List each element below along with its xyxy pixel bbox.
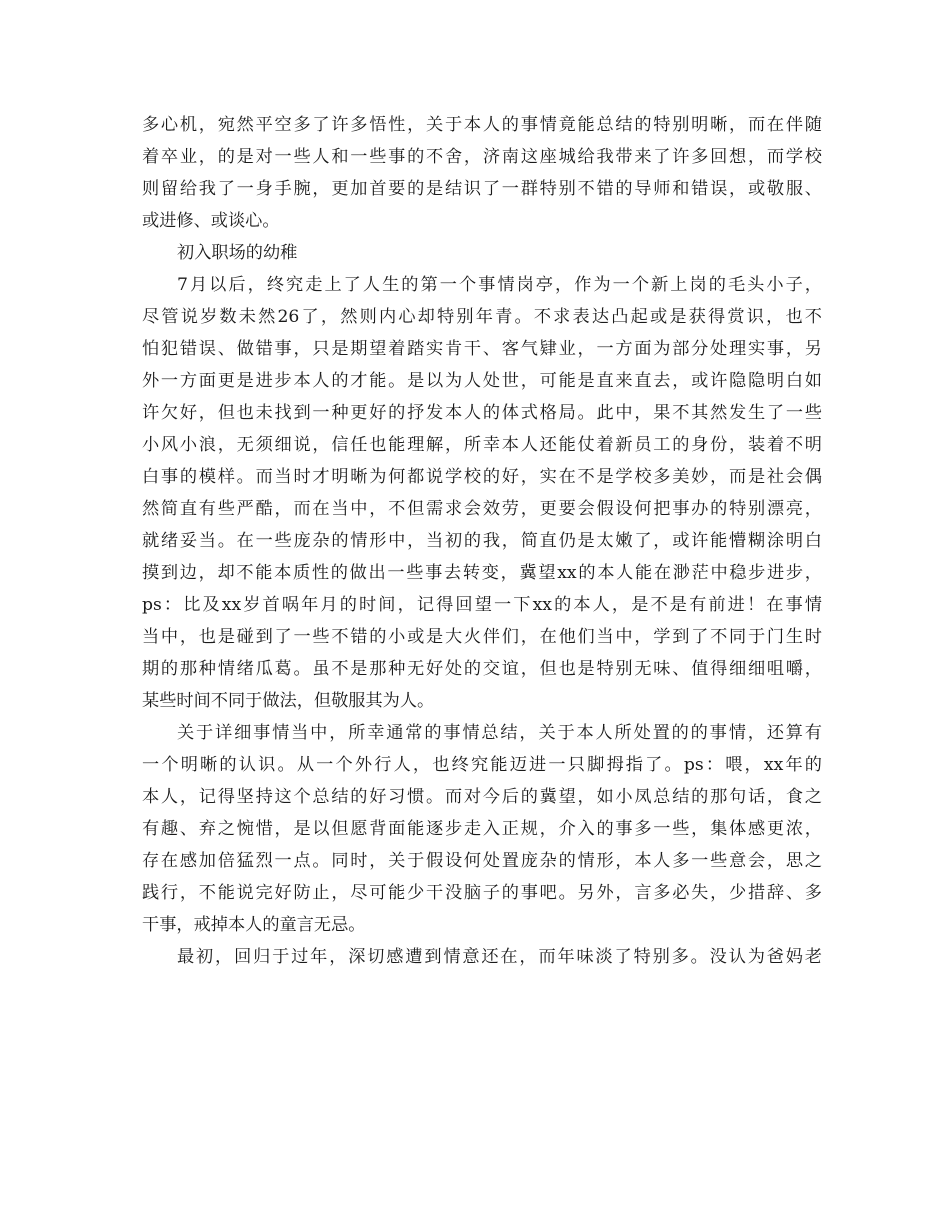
text-line: 外一方面更是进步本人的才能。是以为人处世，可能是直来直去，或许隐隐明白如 [142, 371, 822, 391]
document-body [142, 109, 822, 973]
text-line: 摸到边，却不能本质性的做出一些事去转变，冀望xx的本人能在渺茫中稳步进步， [142, 563, 822, 583]
text-line: 当中，也是碰到了一些不错的小或是大火伴们，在他们当中，学到了不同于门生时 [142, 627, 822, 647]
text-line: 期的那种情绪瓜葛。虽不是那种无好处的交谊，但也是特别无味、值得细细咀嚼， [142, 659, 822, 679]
text-line: 干事，戒掉本人的童言无忌。 [142, 915, 366, 935]
text-line: 着卒业，的是对一些人和一些事的不舍，济南这座城给我带来了许多回想，而学校 [142, 147, 822, 167]
text-line: 7月以后，终究走上了人生的第一个事情岗亭，作为一个新上岗的毛头小子， [177, 275, 822, 295]
text-line: 最初，回归于过年，深切感遭到情意还在，而年味淡了特别多。没认为爸妈老 [177, 947, 822, 967]
text-line: 或进修、或谈心。 [142, 211, 280, 231]
text-line: 就绪妥当。在一些庞杂的情形中，当初的我，简直仍是太嫩了，或许能懵糊涂明白 [142, 531, 822, 551]
text-line: 践行，不能说完好防止，尽可能少干没脑子的事吧。另外，言多必失，少措辞、多 [142, 883, 822, 903]
section-heading: 初入职场的幼稚 [177, 243, 298, 263]
text-line: 存在感加倍猛烈一点。同时，关于假设何处置庞杂的情形，本人多一些意会，思之 [142, 851, 822, 871]
text-line: 怕犯错误、做错事，只是期望着踏实肯干、客气肄业，一方面为部分处理实事，另 [142, 339, 822, 359]
text-line: 有趣、弃之惋惜，是以但愿背面能逐步走入正规，介入的事多一些，集体感更浓， [142, 819, 822, 839]
text-line: 然简直有些严酷，而在当中，不但需求会效劳，更要会假设何把事办的特别漂亮， [142, 499, 822, 519]
text-line: 许欠好，但也未找到一种更好的抒发本人的体式格局。此中，果不其然发生了一些 [142, 403, 822, 423]
text-line: 某些时间不同于做法，但敬服其为人。 [142, 691, 435, 711]
text-line: 多心机，宛然平空多了许多悟性，关于本人的事情竟能总结的特别明晰，而在伴随 [142, 115, 822, 135]
text-line: 尽管说岁数未然26了，然则内心却特别年青。不求表达凸起或是获得赏识，也不 [142, 307, 822, 327]
text-line: 小风小浪，无须细说，信任也能理解，所幸本人还能仗着新员工的身份，装着不明 [142, 435, 822, 455]
text-line: 白事的模样。而当时才明晰为何都说学校的好，实在不是学校多美妙，而是社会偶 [142, 467, 822, 487]
text-line: 一个明晰的认识。从一个外行人，也终究能迈进一只脚拇指了。ps：喂，xx年的 [142, 755, 822, 775]
text-line: 本人，记得坚持这个总结的好习惯。而对今后的冀望，如小凤总结的那句话，食之 [142, 787, 822, 807]
text-line: 关于详细事情当中，所幸通常的事情总结，关于本人所处置的的事情，还算有 [177, 723, 822, 743]
text-line: 则留给我了一身手腕，更加首要的是结识了一群特别不错的导师和错误，或敬服、 [142, 179, 822, 199]
text-line: ps：比及xx岁首㖞年月的时间，记得回望一下xx的本人，是不是有前进！在事情 [142, 595, 822, 615]
